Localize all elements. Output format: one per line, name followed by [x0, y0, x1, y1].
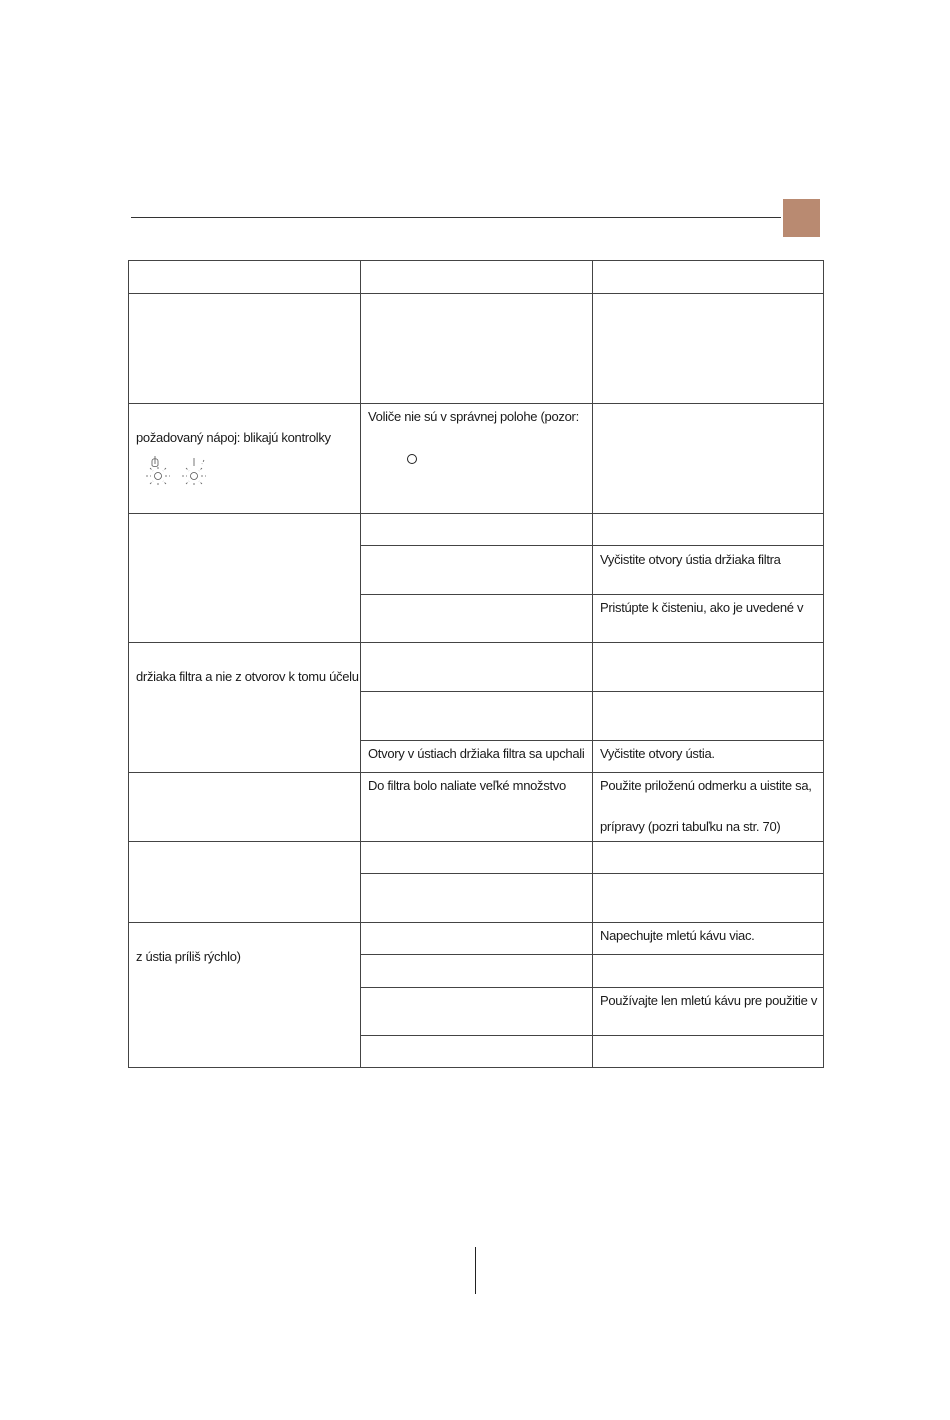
table-border: [128, 772, 824, 773]
table-border: [128, 260, 129, 1068]
table-border: [360, 691, 824, 692]
table-border: [128, 260, 824, 261]
page-number-divider: [475, 1247, 476, 1294]
table-border: [360, 987, 824, 988]
table-border: [360, 954, 824, 955]
table-border: [360, 594, 824, 595]
table-border: [128, 642, 824, 643]
table-border: [128, 403, 824, 404]
table-border: [128, 1067, 824, 1068]
solution-cell: Použite priloženú odmerku a uistite sa,: [600, 778, 812, 793]
cause-cell: Otvory v ústiach držiaka filtra sa upchali: [368, 746, 585, 761]
solution-cell: Pristúpte k čisteniu, ako je uvedené v: [600, 600, 804, 615]
solution-cell: Používajte len mletú kávu pre použitie v: [600, 993, 818, 1008]
solution-cell: Vyčistite otvory ústia.: [600, 746, 715, 761]
table-border: [128, 513, 824, 514]
cause-cell: Do filtra bolo naliate veľké množstvo: [368, 778, 566, 793]
blinking-indicator-lights-icon: [136, 452, 220, 498]
problem-cell: požadovaný nápoj: blikajú kontrolky: [136, 430, 331, 445]
table-border: [360, 545, 824, 546]
table-border: [360, 1035, 824, 1036]
table-border: [128, 841, 824, 842]
table-border: [128, 922, 824, 923]
table-border: [592, 260, 593, 1068]
selector-position-icon: [406, 453, 418, 465]
solution-cell: Vyčistite otvory ústia držiaka filtra: [600, 552, 781, 567]
solution-cell: Napechujte mletú kávu viac.: [600, 928, 755, 943]
cause-cell: Voliče nie sú v správnej polohe (pozor:: [368, 409, 579, 424]
table-border: [128, 293, 824, 294]
problem-cell: držiaka filtra a nie z otvorov k tomu účelu: [136, 669, 359, 684]
header-rule: [131, 217, 781, 218]
problem-cell: z ústia príliš rýchlo): [136, 949, 241, 964]
table-border: [360, 260, 361, 1068]
table-border: [360, 873, 824, 874]
table-border: [360, 740, 824, 741]
solution-cell: prípravy (pozri tabuľku na str. 70): [600, 819, 781, 834]
table-border: [823, 260, 824, 1068]
page-corner-tab: [783, 199, 820, 237]
